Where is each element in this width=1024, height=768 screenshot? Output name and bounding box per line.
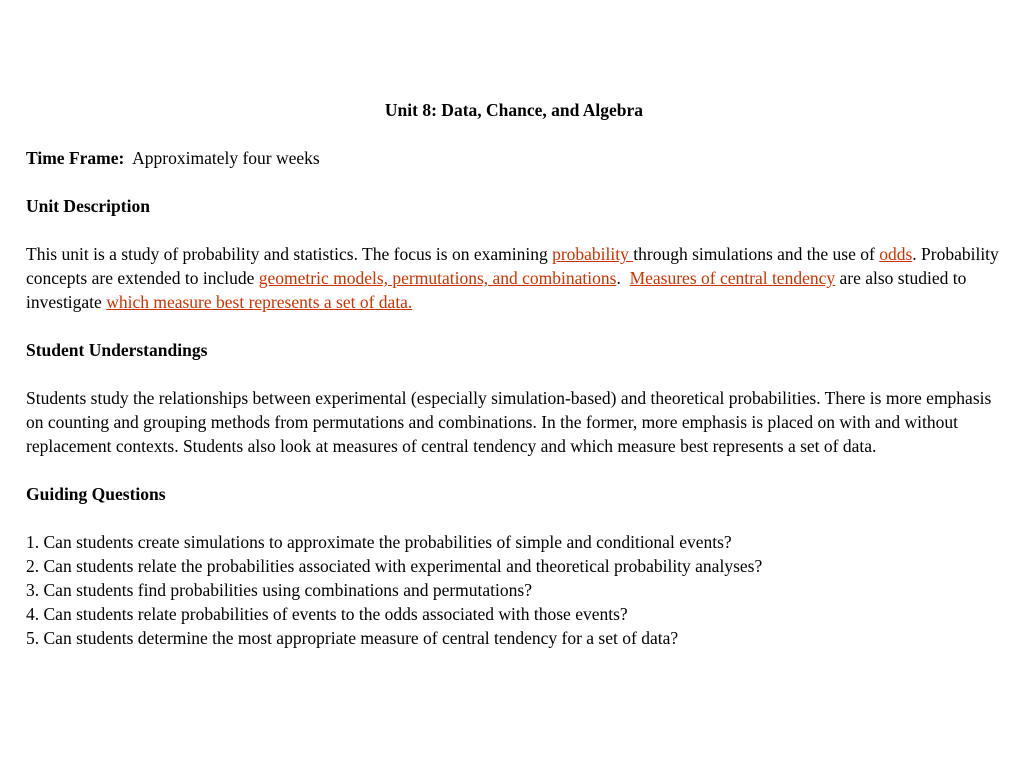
- guiding-questions-heading: Guiding Questions: [26, 484, 166, 504]
- guiding-question-item: 4. Can students relate probabilities of events to the odds associated with those events?: [26, 604, 628, 624]
- guiding-question-item: 1. Can students create simulations to approximate the probabilities of simple and conditional events?: [26, 532, 732, 552]
- unit-description-text-3: . Probability concepts are extended to include: [26, 244, 999, 288]
- guiding-question-item: 3. Can students find probabilities using combinations and permutations?: [26, 580, 532, 600]
- geometric-models-link[interactable]: geometric models, permutations, and combinations: [258, 268, 617, 288]
- time-frame-label: Time Frame:: [26, 148, 125, 168]
- probability-link[interactable]: probability: [552, 244, 634, 264]
- unit-description-heading: Unit Description: [26, 196, 150, 216]
- student-understandings-heading: Student Understandings: [26, 340, 208, 360]
- odds-link[interactable]: odds: [879, 244, 913, 264]
- measures-central-tendency-link[interactable]: Measures of central tendency: [629, 268, 836, 288]
- unit-description-text-4: .: [616, 268, 630, 288]
- unit-description-text-5: are also studied to investigate: [26, 268, 967, 312]
- unit-description-text-1: This unit is a study of probability and statistics. The focus is on examining: [26, 244, 553, 264]
- time-frame-value: Approximately four weeks: [132, 148, 320, 168]
- guiding-question-item: 5. Can students determine the most appropriate measure of central tendency for a set of data?: [26, 628, 679, 648]
- unit-title: Unit 8: Data, Chance, and Algebra: [384, 100, 644, 120]
- unit-description-text-2: through simulations and the use of: [633, 244, 880, 264]
- unit-description-text: [26, 242, 1002, 314]
- student-understandings-text: Students study the relationships between experimental (especially simulation-based) and theoretical probabilities. There is more emphasis on counting and grouping methods from permutations and combinations. In the former, more emphasis is placed on with and without replacement contexts. Students also look at measures of central tendency and which measure best represents a set of data.: [26, 388, 992, 456]
- best-measure-link[interactable]: which measure best represents a set of data.: [106, 292, 413, 312]
- guiding-questions-list: [26, 530, 1002, 650]
- time-frame: [26, 146, 1002, 170]
- guiding-question-item: 2. Can students relate the probabilities associated with experimental and theoretical probability analyses?: [26, 556, 763, 576]
- document-page: [26, 98, 1002, 650]
